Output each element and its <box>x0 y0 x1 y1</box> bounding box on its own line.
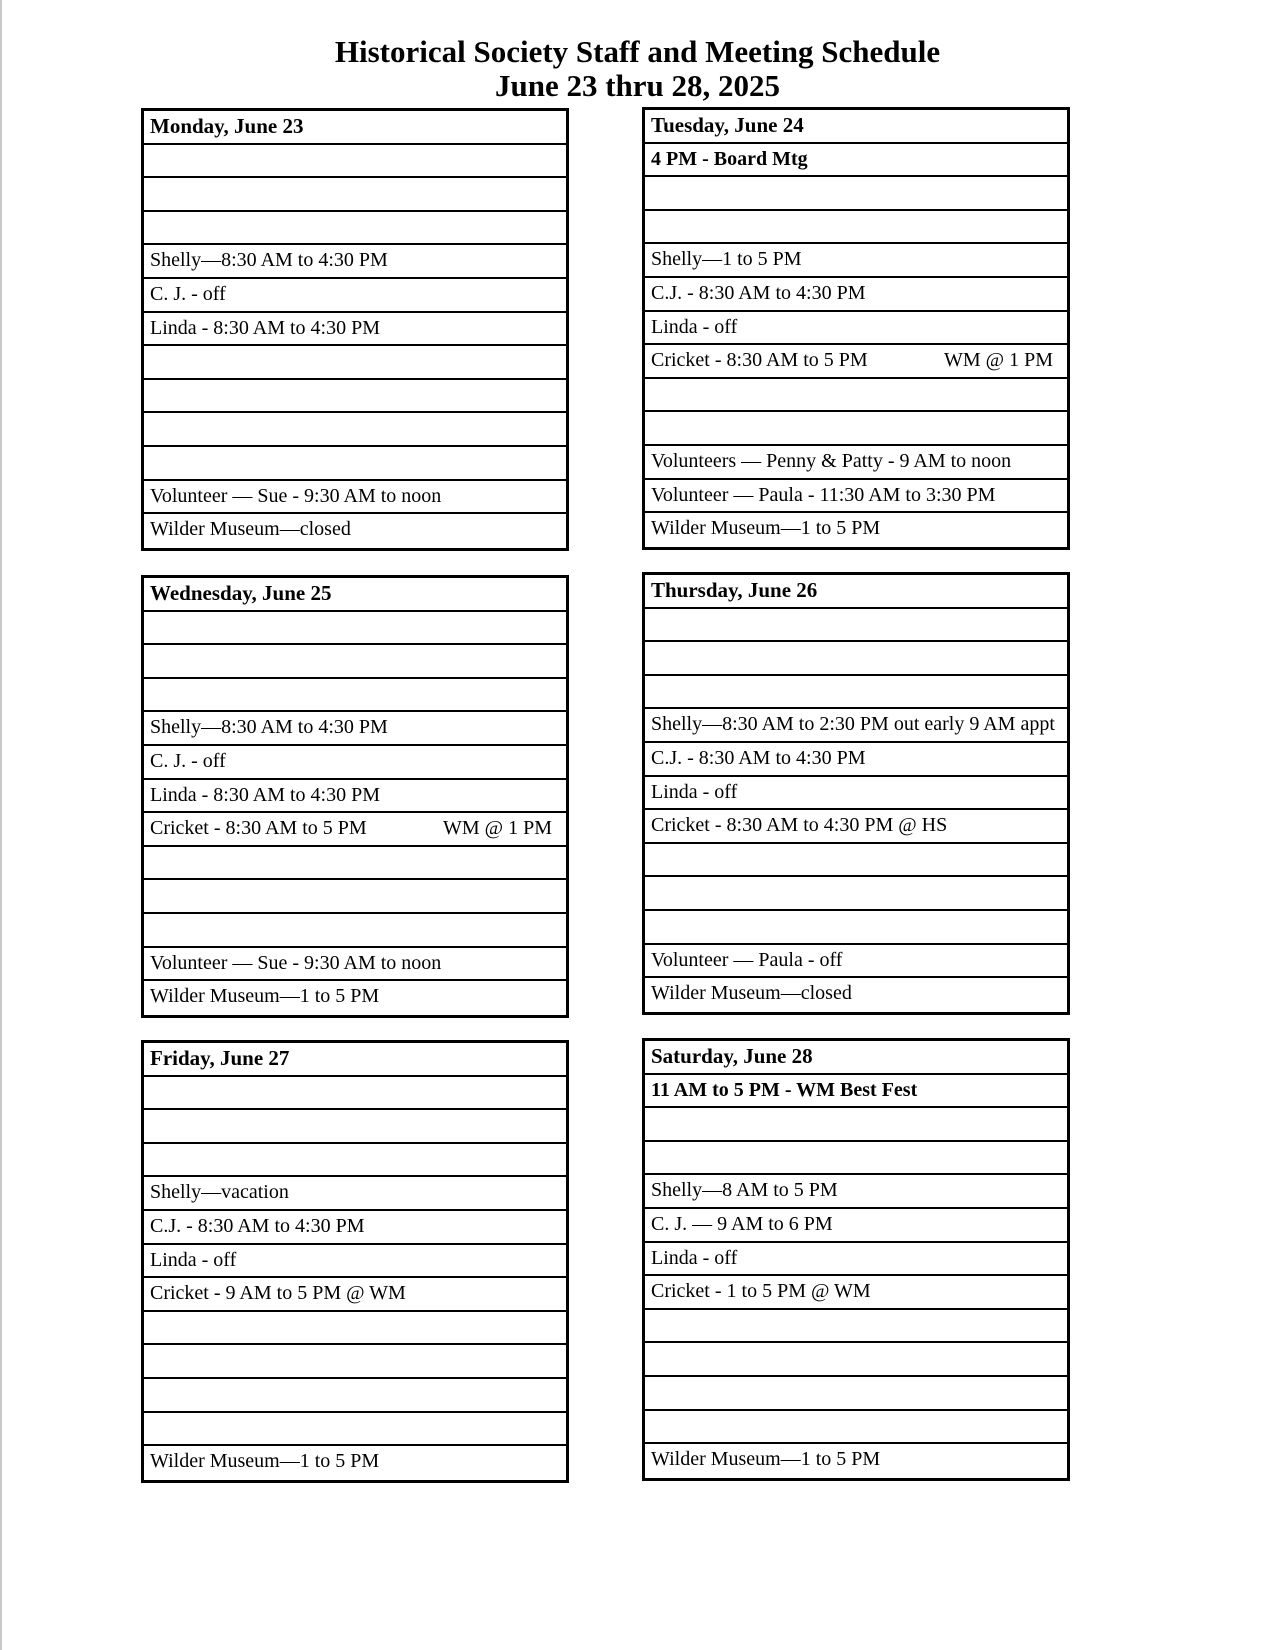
empty-row <box>645 844 1067 878</box>
schedule-entry <box>144 1245 566 1279</box>
empty-row <box>144 212 566 246</box>
schedule-entry <box>645 743 1067 777</box>
empty-row <box>144 612 566 646</box>
entry-text: 4 PM - Board Mtg <box>651 147 808 170</box>
schedule-entry <box>144 1278 566 1312</box>
empty-row <box>645 1377 1067 1411</box>
day-box-thursday <box>642 572 1070 1015</box>
entry-text: Cricket - 1 to 5 PM @ WM <box>651 1280 871 1303</box>
empty-row <box>645 1142 1067 1176</box>
entry-text: Cricket - 8:30 AM to 4:30 PM @ HS <box>651 814 948 837</box>
empty-row <box>144 1077 566 1111</box>
empty-row <box>144 380 566 414</box>
schedule-entry <box>144 981 566 1015</box>
empty-row <box>144 645 566 679</box>
empty-row <box>645 676 1067 710</box>
empty-row <box>144 914 566 948</box>
entry-text: Volunteer — Sue - 9:30 AM to noon <box>150 484 442 507</box>
entry-text: C. J. - off <box>150 749 226 772</box>
empty-row <box>144 1144 566 1178</box>
empty-row <box>144 178 566 212</box>
schedule-entry <box>144 1177 566 1211</box>
schedule-entry <box>144 712 566 746</box>
entry-text: C. J. — 9 AM to 6 PM <box>651 1212 833 1235</box>
entry-text: Shelly—1 to 5 PM <box>651 248 802 271</box>
schedule-entry <box>144 514 566 548</box>
page-left-edge <box>0 0 2 1650</box>
schedule-entry <box>645 1276 1067 1310</box>
entry-text: Linda - 8:30 AM to 4:30 PM <box>150 783 381 806</box>
entry-text: Shelly—8:30 AM to 4:30 PM <box>150 716 388 739</box>
empty-row <box>144 447 566 481</box>
day-heading: Monday, June 23 <box>144 111 566 145</box>
schedule-entry <box>144 746 566 780</box>
day-box-friday <box>141 1040 569 1483</box>
schedule-entry <box>144 1446 566 1480</box>
empty-row <box>645 911 1067 945</box>
schedule-entry <box>144 279 566 313</box>
empty-row <box>645 1108 1067 1142</box>
entry-text: Wilder Museum—1 to 5 PM <box>150 1450 380 1473</box>
entry-text: Wilder Museum—closed <box>651 982 852 1005</box>
schedule-entry <box>645 144 1067 178</box>
entry-text: 11 AM to 5 PM - WM Best Fest <box>651 1078 918 1101</box>
entry-text: Wilder Museum—1 to 5 PM <box>651 517 881 540</box>
entry-text: Cricket - 8:30 AM to 5 PM <box>150 817 367 840</box>
entry-text: Linda - off <box>651 1246 738 1269</box>
entry-text: Volunteer — Paula - off <box>651 948 843 971</box>
empty-row <box>144 880 566 914</box>
entry-text: Cricket - 9 AM to 5 PM @ WM <box>150 1282 406 1305</box>
empty-row <box>645 211 1067 245</box>
entry-text: C.J. - 8:30 AM to 4:30 PM <box>651 746 866 769</box>
entry-text: Linda - 8:30 AM to 4:30 PM <box>150 316 381 339</box>
entry-note: WM @ 1 PM <box>443 817 552 840</box>
schedule-entry <box>144 481 566 515</box>
empty-row <box>645 877 1067 911</box>
empty-row <box>645 177 1067 211</box>
entry-note: WM @ 1 PM <box>944 349 1053 372</box>
schedule-entry <box>645 513 1067 547</box>
schedule-entry <box>144 1211 566 1245</box>
entry-text: C. J. - off <box>150 282 226 305</box>
schedule-entry <box>645 312 1067 346</box>
schedule-entry <box>645 810 1067 844</box>
empty-row <box>645 1310 1067 1344</box>
day-heading: Saturday, June 28 <box>645 1041 1067 1075</box>
entry-text: Linda - off <box>651 315 738 338</box>
empty-row <box>645 1411 1067 1445</box>
schedule-entry <box>144 813 566 847</box>
entry-text: Volunteer — Paula - 11:30 AM to 3:30 PM <box>651 483 996 506</box>
empty-row <box>144 346 566 380</box>
entry-text: Linda - off <box>651 780 738 803</box>
entry-text: Shelly—8 AM to 5 PM <box>651 1179 838 1202</box>
empty-row <box>144 1379 566 1413</box>
empty-row <box>144 1345 566 1379</box>
empty-row <box>144 145 566 179</box>
empty-row <box>144 1312 566 1346</box>
entry-text: Wilder Museum—closed <box>150 518 351 541</box>
schedule-entry <box>645 1175 1067 1209</box>
schedule-entry <box>645 1075 1067 1109</box>
empty-row <box>144 1413 566 1447</box>
schedule-entry <box>645 278 1067 312</box>
schedule-entry <box>645 1243 1067 1277</box>
entry-text: Shelly—8:30 AM to 2:30 PM out early 9 AM appt <box>651 713 1055 736</box>
empty-row <box>144 413 566 447</box>
entry-text: Volunteer — Sue - 9:30 AM to noon <box>150 951 442 974</box>
empty-row <box>144 847 566 881</box>
schedule-entry <box>144 780 566 814</box>
schedule-entry <box>144 313 566 347</box>
schedule-entry <box>144 948 566 982</box>
entry-text: Cricket - 8:30 AM to 5 PM <box>651 349 868 372</box>
schedule-entry <box>645 709 1067 743</box>
day-box-wednesday <box>141 575 569 1018</box>
empty-row <box>645 379 1067 413</box>
entry-text: Volunteers — Penny & Patty - 9 AM to noon <box>651 449 1012 472</box>
empty-row <box>645 609 1067 643</box>
schedule-entry <box>645 1209 1067 1243</box>
schedule-entry <box>645 480 1067 514</box>
day-heading: Tuesday, June 24 <box>645 110 1067 144</box>
schedule-entry <box>645 978 1067 1012</box>
entry-text: Wilder Museum—1 to 5 PM <box>651 1448 881 1471</box>
empty-row <box>645 1343 1067 1377</box>
entry-text: C.J. - 8:30 AM to 4:30 PM <box>651 281 866 304</box>
day-heading: Wednesday, June 25 <box>144 578 566 612</box>
page-subtitle-dates: June 23 thru 28, 2025 <box>494 68 781 103</box>
schedule-entry <box>645 446 1067 480</box>
schedule-entry <box>645 244 1067 278</box>
empty-row <box>144 1110 566 1144</box>
empty-row <box>645 412 1067 446</box>
day-box-tuesday <box>642 107 1070 550</box>
schedule-entry <box>645 1444 1067 1478</box>
entry-text: C.J. - 8:30 AM to 4:30 PM <box>150 1214 365 1237</box>
empty-row <box>645 642 1067 676</box>
schedule-entry <box>645 945 1067 979</box>
entry-text: Shelly—vacation <box>150 1181 289 1204</box>
page-title: Historical Society Staff and Meeting Schedule <box>334 34 941 69</box>
day-box-saturday <box>642 1038 1070 1481</box>
empty-row <box>144 679 566 713</box>
day-box-monday <box>141 108 569 551</box>
entry-text: Linda - off <box>150 1248 237 1271</box>
schedule-entry <box>144 245 566 279</box>
day-heading: Thursday, June 26 <box>645 575 1067 609</box>
entry-text: Shelly—8:30 AM to 4:30 PM <box>150 249 388 272</box>
entry-text: Wilder Museum—1 to 5 PM <box>150 985 380 1008</box>
day-heading: Friday, June 27 <box>144 1043 566 1077</box>
schedule-entry <box>645 345 1067 379</box>
schedule-entry <box>645 777 1067 811</box>
